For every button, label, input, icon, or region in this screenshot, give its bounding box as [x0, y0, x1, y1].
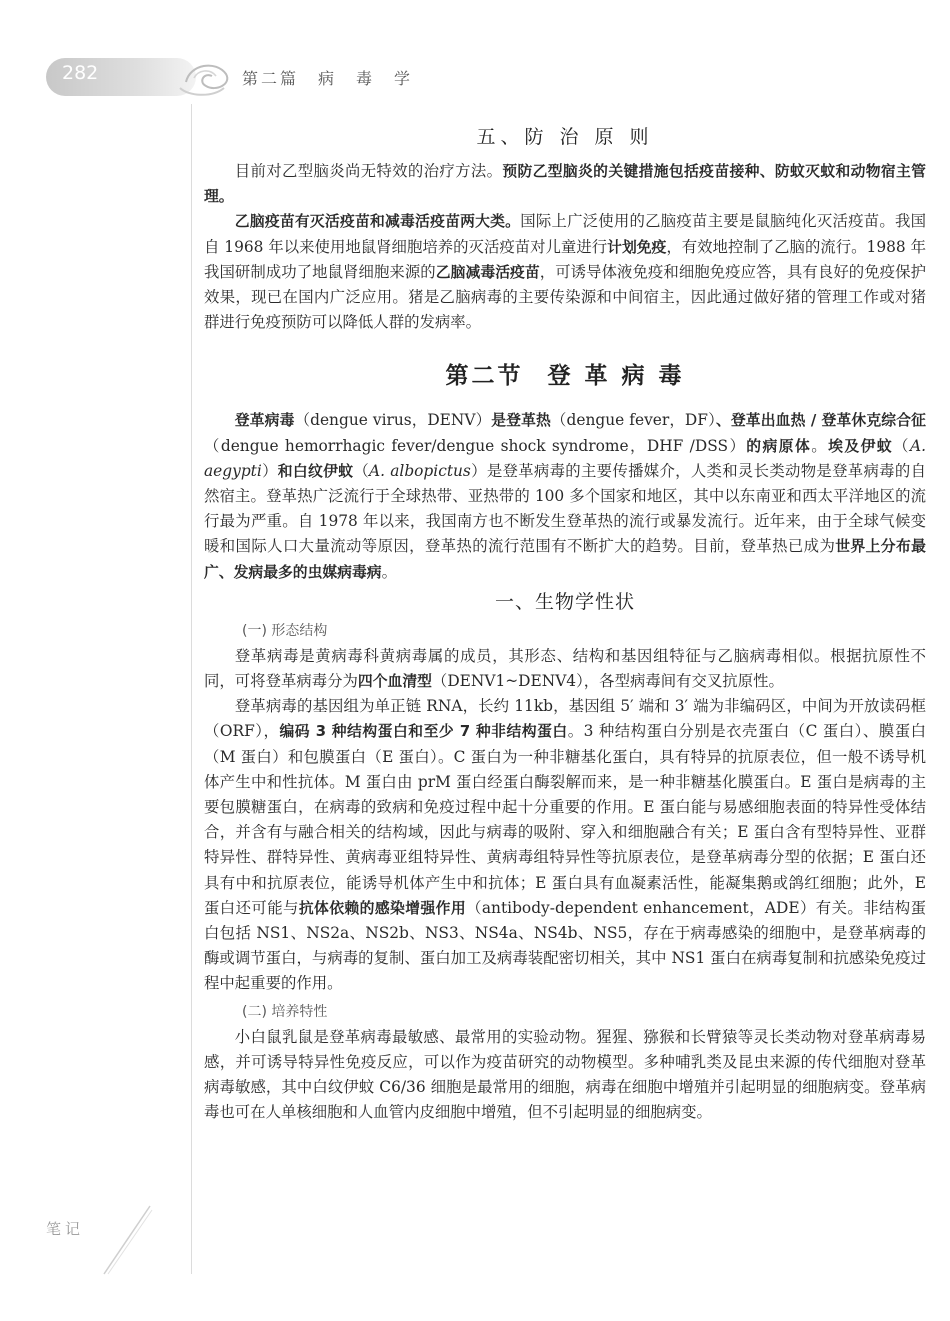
swirl-ornament-icon [176, 52, 236, 102]
subheading-morphology: (一) 形态结构 [242, 622, 328, 639]
paragraph-prevention-1: 目前对乙型脑炎尚无特效的治疗方法。预防乙型脑炎的关键措施包括疫苗接种、防蚊灭蚊和动物宿主管理。 [204, 162, 926, 206]
paragraph-dengue-intro: 登革病毒（dengue virus，DENV）是登革热（dengue fever，DF）、登革出血热 / 登革休克综合征（dengue hemorrhagic fever/dengue shock syndrome，DHF /DSS）的病原体。埃及伊蚊（A. aegypti）和白纹伊蚊（A. albopictus）是登革病毒的主要传播媒介，人类和灵长类动物是登革病毒的自然宿主。登革热广泛流行于全球热带、亚热带的 100 多个国家和地区，其中以东南亚和西太平洋地区的流行最为严重。自 1978 年以来，我国南方也不断发生登革热的流行或暴发流行。近年来，由于全球气候变暖和国际人口大量流动等原因，登革热的流行范围有不断扩大的趋势。目前，登革热已成为世界上分布最广、发病最多的虫媒病毒病。 [204, 411, 926, 581]
section-heading-prevention: 五、防 治 原 则 [476, 126, 654, 148]
margin-rule [191, 104, 192, 1274]
page-body [204, 112, 926, 1126]
paragraph-morphology-2: 登革病毒的基因组为单正链 RNA，长约 11kb，基因组 5′ 端和 3′ 端为非编码区，中间为开放读码框（ORF），编码 3 种结构蛋白和至少 7 种非结构蛋白。3 种结构蛋白分别是衣壳蛋白（C 蛋白）、膜蛋白（M 蛋白）和包膜蛋白（E 蛋白）。C 蛋白为一种非糖基化蛋白，具有特异的抗原表位，但一般不诱导机体产生中和性抗体。M 蛋白由 prM 蛋白经蛋白酶裂解而来，是一种非糖基化膜蛋白。E 蛋白是病毒的主要包膜糖蛋白，在病毒的致病和免疫过程中起十分重要的作用。E 蛋白能与易感细胞表面的特异性受体结合，并含有与融合相关的结构域，因此与病毒的吸附、穿入和细胞融合有关；E 蛋白含有型特异性、亚群特异性、群特异性、黄病毒亚组特异性、黄病毒组特异性等抗原表位，是登革病毒分型的依据；E 蛋白还具有中和抗原表位，能诱导机体产生中和抗体；E 蛋白具有血凝素活性，能凝集鹅或鸽红细胞；此外，E 蛋白还可能与抗体依赖的感染增强作用（antibody-dependent enhancement，ADE）有关。非结构蛋白包括 NS1、NS2a、NS2b、NS3、NS4a、NS4b、NS5，存在于病毒感染的细胞中，是登革病毒的酶或调节蛋白，与病毒的复制、蛋白加工及病毒装配密切相关，其中 NS1 蛋白在病毒复制和抗感染免疫过程中起重要的作用。 [204, 697, 927, 993]
paragraph-morphology-1: 登革病毒是黄病毒科黄病毒属的成员，其形态、结构和基因组特征与乙脑病毒相似。根据抗原性不同，可将登革病毒分为四个血清型（DENV1~DENV4），各型病毒间有交叉抗原性。 [204, 646, 926, 691]
section-title-dengue: 第二节 登 革 病 毒 [445, 362, 685, 390]
notes-label: 笔记 [46, 1220, 85, 1238]
paragraph-prevention-2: 乙脑疫苗有灭活疫苗和减毒活疫苗两大类。国际上广泛使用的乙脑疫苗主要是鼠脑纯化灭活疫苗。我国自 1968 年以来使用地鼠肾细胞培养的灭活疫苗对儿童进行计划免疫，有效地控制了乙脑的流行。1988 年我国研制成功了地鼠肾细胞来源的乙脑减毒活疫苗，可诱导体液免疫和细胞免疫应答，具有良好的免疫保护效果，现已在国内广泛应用。猪是乙脑病毒的主要传染源和中间宿主，因此通过做好猪的管理工作或对猪群进行免疫预防可以降低人群的发病率。 [204, 212, 926, 332]
paragraph-culture: 小白鼠乳鼠是登革病毒最敏感、最常用的实验动物。猩猩、猕猴和长臂猿等灵长类动物对登革病毒易感，并可诱导特异性免疫反应，可以作为疫苗研究的动物模型。多种哺乳类及昆虫来源的传代细胞对登革病毒敏感，其中白纹伊蚊 C6/36 细胞是最常用的细胞，病毒在细胞中增殖并引起明显的细胞病变。登革病毒也可在人单核细胞和人血管内皮细胞中增殖，但不引起明显的细胞病变。 [204, 1027, 926, 1122]
pencil-stroke-icon [96, 1200, 156, 1280]
running-header: 第二篇 病 毒 学 [242, 69, 414, 88]
section-heading-biology: 一、生物学性状 [494, 590, 635, 613]
page-number: 282 [62, 62, 99, 84]
subheading-culture: (二) 培养特性 [242, 1003, 328, 1020]
